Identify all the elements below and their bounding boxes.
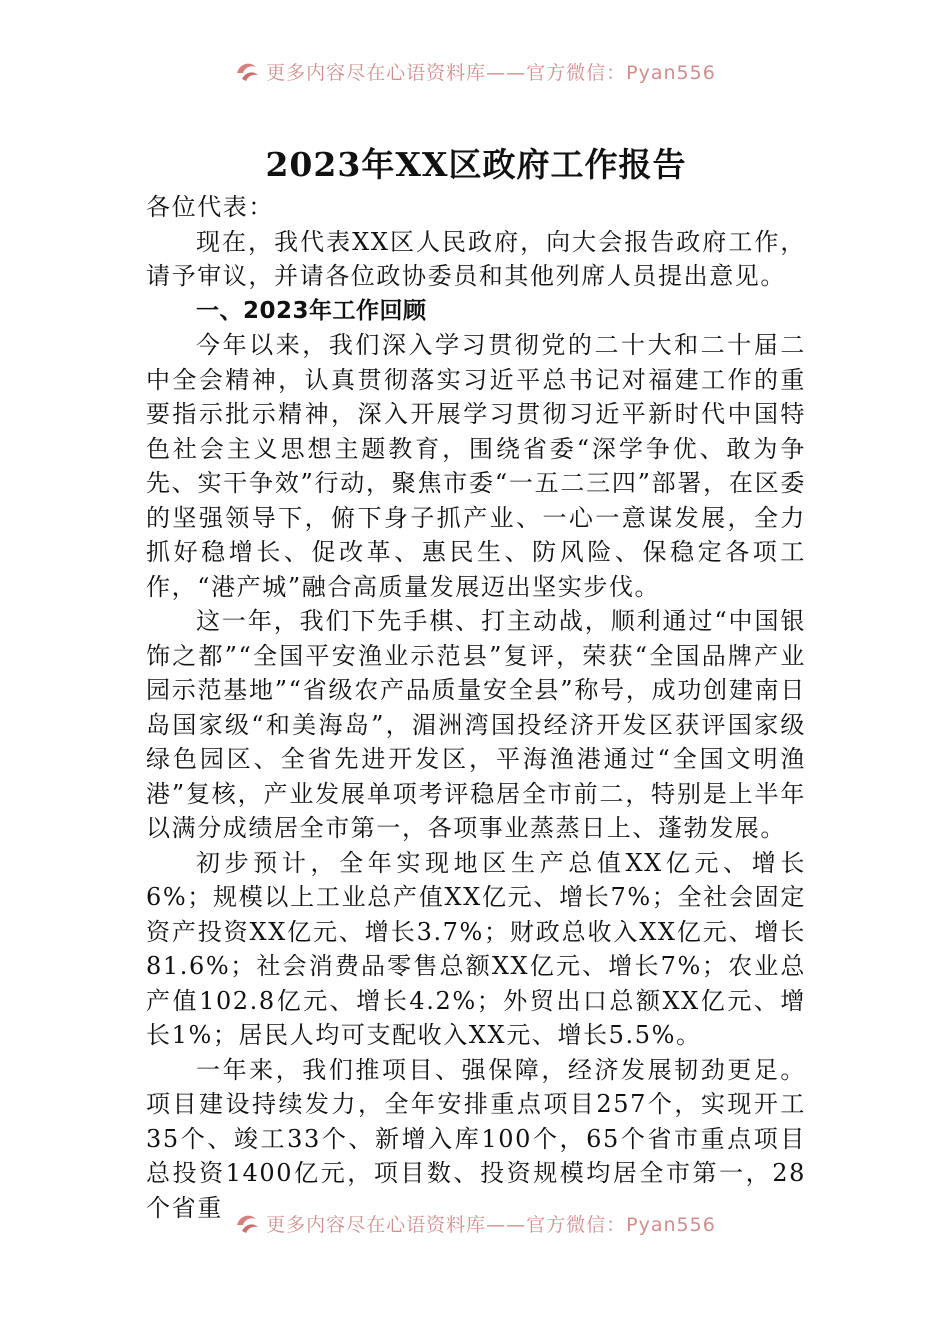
intro-paragraph: 现在，我代表XX区人民政府，向大会报告政府工作，请予审议，并请各位政协委员和其他列席人员提出意见。 xyxy=(146,227,806,290)
salutation: 各位代表： xyxy=(146,193,274,221)
watermark-bottom xyxy=(0,1208,950,1238)
document-title: 2023年XX区政府工作报告 xyxy=(265,145,687,184)
watermark-top xyxy=(0,56,950,86)
paragraph-4: 一年来，我们推项目、强保障，经济发展韧劲更足。项目建设持续发力，全年安排重点项目257个，实现开工35个、竣工33个、新增入库100个，65个省市重点项目总投资1400亿元，项目数、投资规模均居全市第一，28个省重 xyxy=(146,1055,806,1222)
watermark-logo-icon xyxy=(234,59,260,83)
section-heading: 一、2023年工作回顾 xyxy=(196,297,427,324)
watermark-text: 更多内容尽在心语资料库——官方微信：Pyan556 xyxy=(266,61,716,84)
paragraph-2: 这一年，我们下先手棋、打主动战，顺利通过“中国银饰之都”“全国平安渔业示范县”复评，荣获“全国品牌产业园示范基地”“省级农产品质量安全县”称号，成功创建南日岛国家级“和美海岛”，湄洲湾国投经济开发区获评国家级绿色园区、全省先进开发区，平海渔港通过“全国文明渔港”复核，产业发展单项考评稳居全市前二，特别是上半年以满分成绩居全市第一，各项事业蒸蒸日上、蓬勃发展。 xyxy=(146,607,806,842)
watermark-logo-icon xyxy=(234,1211,260,1235)
watermark-text: 更多内容尽在心语资料库——官方微信：Pyan556 xyxy=(266,1213,716,1236)
paragraph-1: 今年以来，我们深入学习贯彻党的二十大和二十届二中全会精神，认真贯彻落实习近平总书记对福建工作的重要指示批示精神，深入开展学习贯彻习近平新时代中国特色社会主义思想主题教育，围绕省委“深学争优、敢为争先、实干争效”行动，聚焦市委“一五二三四”部署，在区委的坚强领导下，俯下身子抓产业、一心一意谋发展，全力抓好稳增长、促改革、惠民生、防风险、保稳定各项工作，“港产城”融合高质量发展迈出坚实步伐。 xyxy=(146,331,806,601)
document-body xyxy=(146,140,806,1225)
paragraph-3: 初步预计，全年实现地区生产总值XX亿元、增长6%；规模以上工业总产值XX亿元、增长7%；全社会固定资产投资XX亿元、增长3.7%；财政总收入XX亿元、增长81.6%；社会消费品零售总额XX亿元、增长7%；农业总产值102.8亿元、增长4.2%；外贸出口总额XX亿元、增长1%；居民人均可支配收入XX元、增长5.5%。 xyxy=(146,848,806,1049)
